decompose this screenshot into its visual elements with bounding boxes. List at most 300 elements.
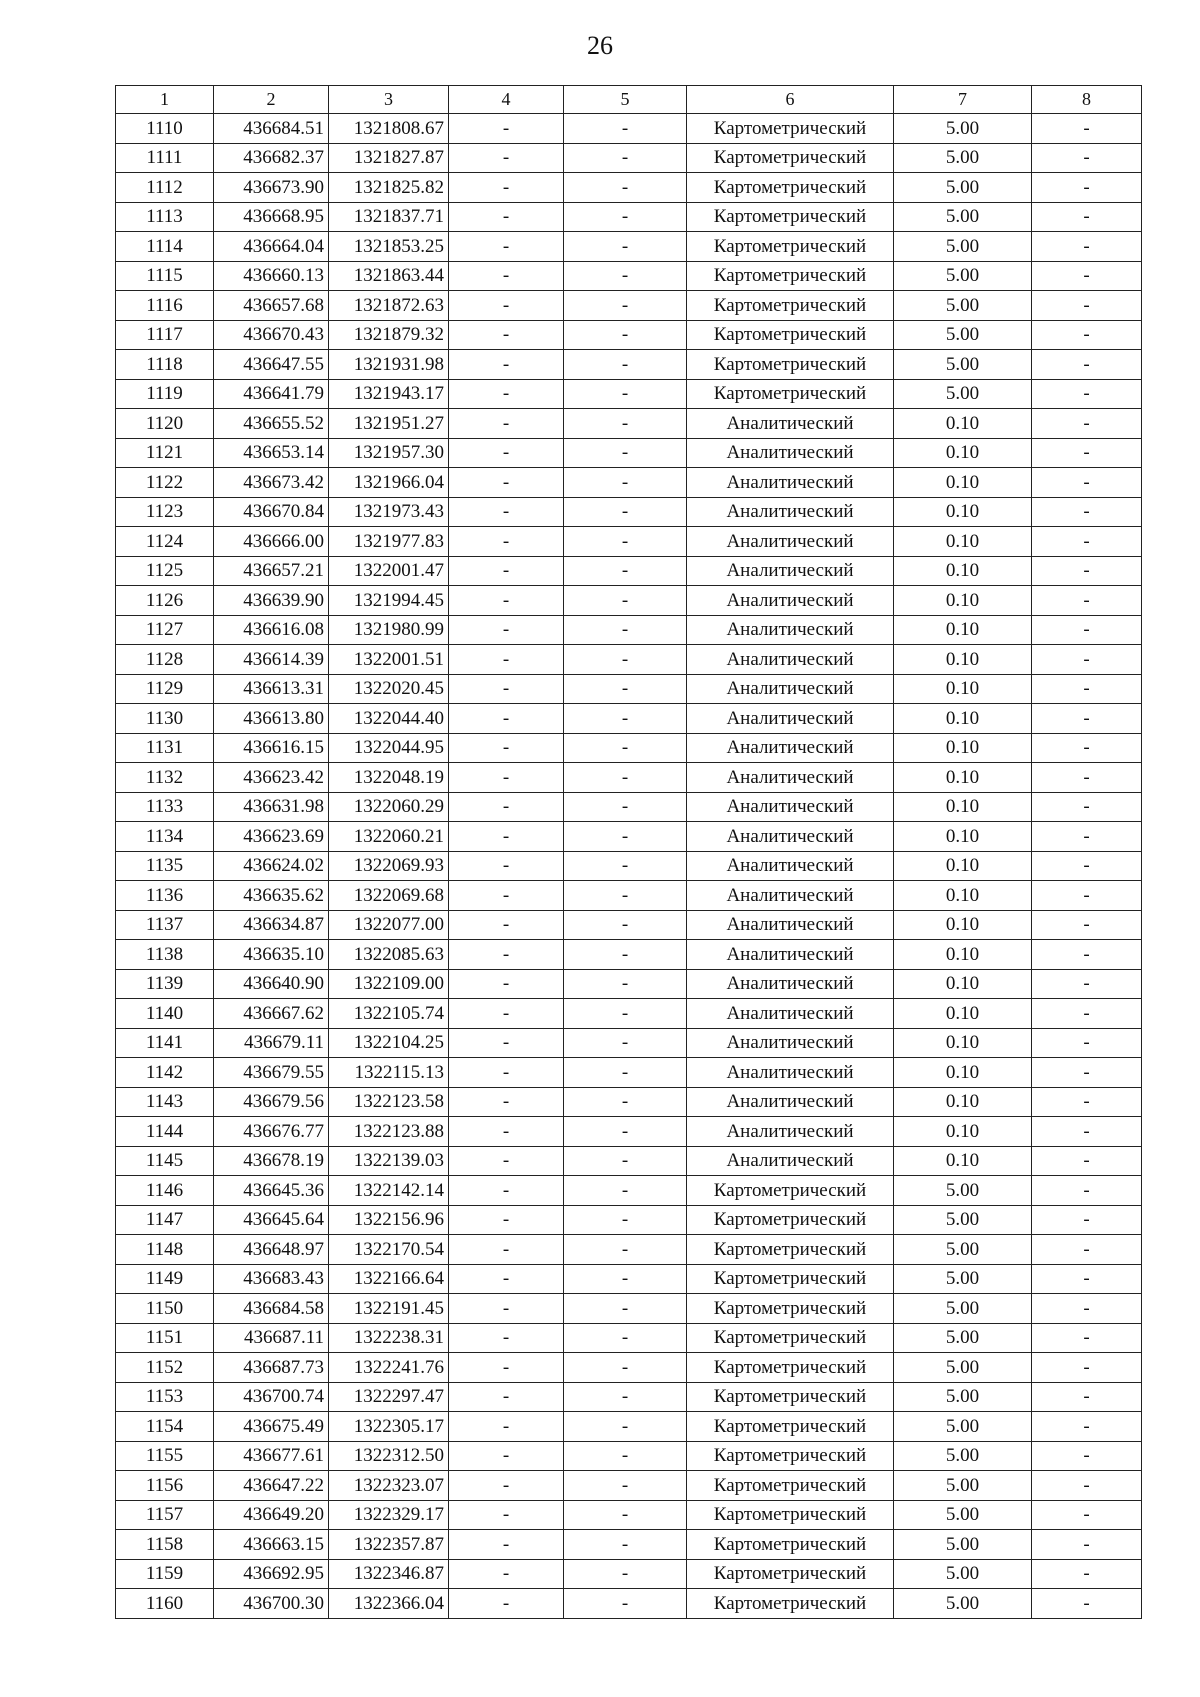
- accuracy-cell: 0.10: [894, 527, 1032, 557]
- accuracy-cell: 0.10: [894, 763, 1032, 793]
- y-coordinate-cell: 1322060.29: [329, 792, 449, 822]
- column-4-cell: -: [449, 1294, 564, 1324]
- column-5-cell: -: [564, 1264, 687, 1294]
- table-row: [116, 733, 1142, 763]
- y-coordinate-cell: 1321966.04: [329, 468, 449, 498]
- table-row: [116, 940, 1142, 970]
- table-row: [116, 1589, 1142, 1619]
- accuracy-cell: 0.10: [894, 910, 1032, 940]
- accuracy-cell: 0.10: [894, 1146, 1032, 1176]
- column-4-cell: -: [449, 1264, 564, 1294]
- point-number-cell: 1135: [116, 851, 214, 881]
- x-coordinate-cell: 436640.90: [214, 969, 329, 999]
- table-row: [116, 1323, 1142, 1353]
- accuracy-cell: 0.10: [894, 468, 1032, 498]
- x-coordinate-cell: 436649.20: [214, 1500, 329, 1530]
- method-cell: Картометрический: [687, 202, 894, 232]
- column-5-cell: -: [564, 556, 687, 586]
- column-5-cell: -: [564, 1028, 687, 1058]
- accuracy-cell: 5.00: [894, 232, 1032, 262]
- column-5-cell: -: [564, 1205, 687, 1235]
- method-cell: Аналитический: [687, 910, 894, 940]
- point-number-cell: 1157: [116, 1500, 214, 1530]
- y-coordinate-cell: 1322115.13: [329, 1058, 449, 1088]
- point-number-cell: 1139: [116, 969, 214, 999]
- column-header: 3: [329, 86, 449, 114]
- table-row: [116, 1176, 1142, 1206]
- x-coordinate-cell: 436687.11: [214, 1323, 329, 1353]
- column-8-cell: -: [1032, 1176, 1142, 1206]
- x-coordinate-cell: 436616.15: [214, 733, 329, 763]
- column-8-cell: -: [1032, 674, 1142, 704]
- column-4-cell: -: [449, 645, 564, 675]
- column-4-cell: -: [449, 527, 564, 557]
- x-coordinate-cell: 436700.30: [214, 1589, 329, 1619]
- method-cell: Картометрический: [687, 114, 894, 144]
- y-coordinate-cell: 1322077.00: [329, 910, 449, 940]
- column-5-cell: -: [564, 173, 687, 203]
- point-number-cell: 1154: [116, 1412, 214, 1442]
- method-cell: Аналитический: [687, 999, 894, 1029]
- column-4-cell: -: [449, 350, 564, 380]
- y-coordinate-cell: 1322020.45: [329, 674, 449, 704]
- column-4-cell: -: [449, 438, 564, 468]
- table-row: [116, 1264, 1142, 1294]
- column-8-cell: -: [1032, 143, 1142, 173]
- method-cell: Картометрический: [687, 1412, 894, 1442]
- y-coordinate-cell: 1322123.88: [329, 1117, 449, 1147]
- point-number-cell: 1146: [116, 1176, 214, 1206]
- table-row: [116, 1028, 1142, 1058]
- column-4-cell: -: [449, 1441, 564, 1471]
- method-cell: Картометрический: [687, 232, 894, 262]
- column-8-cell: -: [1032, 615, 1142, 645]
- point-number-cell: 1140: [116, 999, 214, 1029]
- accuracy-cell: 5.00: [894, 1441, 1032, 1471]
- column-4-cell: -: [449, 763, 564, 793]
- column-header: 1: [116, 86, 214, 114]
- column-8-cell: -: [1032, 350, 1142, 380]
- table-row: [116, 232, 1142, 262]
- table-row: [116, 1412, 1142, 1442]
- y-coordinate-cell: 1322001.51: [329, 645, 449, 675]
- table-row: [116, 1382, 1142, 1412]
- x-coordinate-cell: 436657.68: [214, 291, 329, 321]
- x-coordinate-cell: 436635.62: [214, 881, 329, 911]
- column-5-cell: -: [564, 202, 687, 232]
- y-coordinate-cell: 1321973.43: [329, 497, 449, 527]
- column-5-cell: -: [564, 1146, 687, 1176]
- x-coordinate-cell: 436647.55: [214, 350, 329, 380]
- y-coordinate-cell: 1322069.68: [329, 881, 449, 911]
- column-4-cell: -: [449, 1589, 564, 1619]
- method-cell: Аналитический: [687, 881, 894, 911]
- y-coordinate-cell: 1322001.47: [329, 556, 449, 586]
- coordinates-table-container: [115, 85, 1142, 1619]
- table-row: [116, 1058, 1142, 1088]
- column-8-cell: -: [1032, 1471, 1142, 1501]
- column-4-cell: -: [449, 1530, 564, 1560]
- table-row: [116, 645, 1142, 675]
- column-5-cell: -: [564, 1353, 687, 1383]
- column-5-cell: -: [564, 792, 687, 822]
- header-row: [116, 86, 1142, 114]
- method-cell: Аналитический: [687, 556, 894, 586]
- accuracy-cell: 5.00: [894, 1559, 1032, 1589]
- x-coordinate-cell: 436645.36: [214, 1176, 329, 1206]
- table-row: [116, 527, 1142, 557]
- column-8-cell: -: [1032, 468, 1142, 498]
- accuracy-cell: 0.10: [894, 881, 1032, 911]
- column-8-cell: -: [1032, 1353, 1142, 1383]
- column-4-cell: -: [449, 1382, 564, 1412]
- column-5-cell: -: [564, 114, 687, 144]
- x-coordinate-cell: 436675.49: [214, 1412, 329, 1442]
- y-coordinate-cell: 1322104.25: [329, 1028, 449, 1058]
- column-8-cell: -: [1032, 881, 1142, 911]
- point-number-cell: 1148: [116, 1235, 214, 1265]
- point-number-cell: 1155: [116, 1441, 214, 1471]
- column-4-cell: -: [449, 143, 564, 173]
- column-header: 4: [449, 86, 564, 114]
- accuracy-cell: 0.10: [894, 586, 1032, 616]
- y-coordinate-cell: 1322366.04: [329, 1589, 449, 1619]
- column-5-cell: -: [564, 261, 687, 291]
- table-row: [116, 586, 1142, 616]
- column-8-cell: -: [1032, 320, 1142, 350]
- accuracy-cell: 5.00: [894, 1264, 1032, 1294]
- table-row: [116, 556, 1142, 586]
- column-8-cell: -: [1032, 969, 1142, 999]
- y-coordinate-cell: 1321951.27: [329, 409, 449, 439]
- method-cell: Аналитический: [687, 1028, 894, 1058]
- column-5-cell: -: [564, 291, 687, 321]
- column-8-cell: -: [1032, 527, 1142, 557]
- x-coordinate-cell: 436623.69: [214, 822, 329, 852]
- accuracy-cell: 5.00: [894, 1205, 1032, 1235]
- table-row: [116, 1117, 1142, 1147]
- column-5-cell: -: [564, 527, 687, 557]
- table-row: [116, 173, 1142, 203]
- column-5-cell: -: [564, 704, 687, 734]
- column-8-cell: -: [1032, 1530, 1142, 1560]
- y-coordinate-cell: 1321879.32: [329, 320, 449, 350]
- column-5-cell: -: [564, 1471, 687, 1501]
- column-4-cell: -: [449, 261, 564, 291]
- column-8-cell: -: [1032, 645, 1142, 675]
- column-4-cell: -: [449, 409, 564, 439]
- method-cell: Картометрический: [687, 291, 894, 321]
- point-number-cell: 1117: [116, 320, 214, 350]
- column-4-cell: -: [449, 1058, 564, 1088]
- y-coordinate-cell: 1322305.17: [329, 1412, 449, 1442]
- column-4-cell: -: [449, 733, 564, 763]
- column-5-cell: -: [564, 1559, 687, 1589]
- column-8-cell: -: [1032, 497, 1142, 527]
- table-row: [116, 379, 1142, 409]
- point-number-cell: 1145: [116, 1146, 214, 1176]
- x-coordinate-cell: 436647.22: [214, 1471, 329, 1501]
- column-8-cell: -: [1032, 792, 1142, 822]
- column-5-cell: -: [564, 999, 687, 1029]
- method-cell: Аналитический: [687, 940, 894, 970]
- method-cell: Картометрический: [687, 1500, 894, 1530]
- column-8-cell: -: [1032, 409, 1142, 439]
- method-cell: Аналитический: [687, 969, 894, 999]
- column-8-cell: -: [1032, 910, 1142, 940]
- point-number-cell: 1126: [116, 586, 214, 616]
- point-number-cell: 1156: [116, 1471, 214, 1501]
- y-coordinate-cell: 1321957.30: [329, 438, 449, 468]
- y-coordinate-cell: 1322191.45: [329, 1294, 449, 1324]
- column-4-cell: -: [449, 586, 564, 616]
- method-cell: Картометрический: [687, 320, 894, 350]
- column-4-cell: -: [449, 202, 564, 232]
- table-row: [116, 143, 1142, 173]
- x-coordinate-cell: 436692.95: [214, 1559, 329, 1589]
- y-coordinate-cell: 1322323.07: [329, 1471, 449, 1501]
- y-coordinate-cell: 1322170.54: [329, 1235, 449, 1265]
- column-8-cell: -: [1032, 1382, 1142, 1412]
- y-coordinate-cell: 1321994.45: [329, 586, 449, 616]
- accuracy-cell: 5.00: [894, 143, 1032, 173]
- point-number-cell: 1132: [116, 763, 214, 793]
- x-coordinate-cell: 436648.97: [214, 1235, 329, 1265]
- method-cell: Аналитический: [687, 674, 894, 704]
- x-coordinate-cell: 436624.02: [214, 851, 329, 881]
- accuracy-cell: 5.00: [894, 1471, 1032, 1501]
- point-number-cell: 1128: [116, 645, 214, 675]
- y-coordinate-cell: 1321931.98: [329, 350, 449, 380]
- table-row: [116, 291, 1142, 321]
- column-5-cell: -: [564, 1176, 687, 1206]
- column-8-cell: -: [1032, 173, 1142, 203]
- table-row: [116, 438, 1142, 468]
- column-5-cell: -: [564, 232, 687, 262]
- x-coordinate-cell: 436641.79: [214, 379, 329, 409]
- point-number-cell: 1159: [116, 1559, 214, 1589]
- table-row: [116, 1530, 1142, 1560]
- y-coordinate-cell: 1322312.50: [329, 1441, 449, 1471]
- column-4-cell: -: [449, 940, 564, 970]
- table-row: [116, 320, 1142, 350]
- point-number-cell: 1142: [116, 1058, 214, 1088]
- column-5-cell: -: [564, 674, 687, 704]
- column-8-cell: -: [1032, 1146, 1142, 1176]
- table-body: [116, 114, 1142, 1619]
- x-coordinate-cell: 436668.95: [214, 202, 329, 232]
- column-8-cell: -: [1032, 1235, 1142, 1265]
- x-coordinate-cell: 436687.73: [214, 1353, 329, 1383]
- accuracy-cell: 0.10: [894, 940, 1032, 970]
- x-coordinate-cell: 436664.04: [214, 232, 329, 262]
- point-number-cell: 1129: [116, 674, 214, 704]
- method-cell: Картометрический: [687, 261, 894, 291]
- column-4-cell: -: [449, 291, 564, 321]
- table-row: [116, 792, 1142, 822]
- column-5-cell: -: [564, 969, 687, 999]
- table-row: [116, 1294, 1142, 1324]
- column-4-cell: -: [449, 1028, 564, 1058]
- accuracy-cell: 5.00: [894, 1323, 1032, 1353]
- column-5-cell: -: [564, 763, 687, 793]
- column-4-cell: -: [449, 822, 564, 852]
- column-4-cell: -: [449, 851, 564, 881]
- point-number-cell: 1115: [116, 261, 214, 291]
- column-8-cell: -: [1032, 940, 1142, 970]
- method-cell: Картометрический: [687, 1382, 894, 1412]
- method-cell: Аналитический: [687, 851, 894, 881]
- point-number-cell: 1111: [116, 143, 214, 173]
- method-cell: Аналитический: [687, 704, 894, 734]
- point-number-cell: 1120: [116, 409, 214, 439]
- point-number-cell: 1124: [116, 527, 214, 557]
- accuracy-cell: 5.00: [894, 1589, 1032, 1619]
- table-row: [116, 1235, 1142, 1265]
- column-8-cell: -: [1032, 1441, 1142, 1471]
- method-cell: Картометрический: [687, 1530, 894, 1560]
- column-4-cell: -: [449, 556, 564, 586]
- table-row: [116, 1205, 1142, 1235]
- point-number-cell: 1160: [116, 1589, 214, 1619]
- method-cell: Картометрический: [687, 143, 894, 173]
- y-coordinate-cell: 1322139.03: [329, 1146, 449, 1176]
- column-4-cell: -: [449, 969, 564, 999]
- column-8-cell: -: [1032, 1058, 1142, 1088]
- point-number-cell: 1110: [116, 114, 214, 144]
- accuracy-cell: 0.10: [894, 1087, 1032, 1117]
- table-row: [116, 1500, 1142, 1530]
- y-coordinate-cell: 1321863.44: [329, 261, 449, 291]
- point-number-cell: 1125: [116, 556, 214, 586]
- method-cell: Аналитический: [687, 733, 894, 763]
- point-number-cell: 1138: [116, 940, 214, 970]
- column-4-cell: -: [449, 1146, 564, 1176]
- point-number-cell: 1118: [116, 350, 214, 380]
- x-coordinate-cell: 436684.58: [214, 1294, 329, 1324]
- x-coordinate-cell: 436645.64: [214, 1205, 329, 1235]
- point-number-cell: 1137: [116, 910, 214, 940]
- column-8-cell: -: [1032, 1294, 1142, 1324]
- table-row: [116, 704, 1142, 734]
- point-number-cell: 1151: [116, 1323, 214, 1353]
- accuracy-cell: 0.10: [894, 674, 1032, 704]
- accuracy-cell: 5.00: [894, 261, 1032, 291]
- column-5-cell: -: [564, 1382, 687, 1412]
- accuracy-cell: 0.10: [894, 1117, 1032, 1147]
- point-number-cell: 1136: [116, 881, 214, 911]
- x-coordinate-cell: 436667.62: [214, 999, 329, 1029]
- method-cell: Картометрический: [687, 1294, 894, 1324]
- y-coordinate-cell: 1322044.95: [329, 733, 449, 763]
- table-row: [116, 1146, 1142, 1176]
- method-cell: Картометрический: [687, 1471, 894, 1501]
- y-coordinate-cell: 1322166.64: [329, 1264, 449, 1294]
- table-row: [116, 969, 1142, 999]
- column-5-cell: -: [564, 645, 687, 675]
- y-coordinate-cell: 1321837.71: [329, 202, 449, 232]
- table-row: [116, 910, 1142, 940]
- method-cell: Картометрический: [687, 1353, 894, 1383]
- accuracy-cell: 5.00: [894, 379, 1032, 409]
- table-row: [116, 881, 1142, 911]
- x-coordinate-cell: 436635.10: [214, 940, 329, 970]
- method-cell: Аналитический: [687, 468, 894, 498]
- column-4-cell: -: [449, 1471, 564, 1501]
- table-row: [116, 999, 1142, 1029]
- y-coordinate-cell: 1322123.58: [329, 1087, 449, 1117]
- table-row: [116, 261, 1142, 291]
- column-4-cell: -: [449, 114, 564, 144]
- x-coordinate-cell: 436614.39: [214, 645, 329, 675]
- method-cell: Аналитический: [687, 497, 894, 527]
- accuracy-cell: 0.10: [894, 1028, 1032, 1058]
- accuracy-cell: 0.10: [894, 645, 1032, 675]
- column-4-cell: -: [449, 1323, 564, 1353]
- column-4-cell: -: [449, 1235, 564, 1265]
- column-8-cell: -: [1032, 291, 1142, 321]
- x-coordinate-cell: 436613.31: [214, 674, 329, 704]
- method-cell: Аналитический: [687, 1117, 894, 1147]
- y-coordinate-cell: 1322346.87: [329, 1559, 449, 1589]
- column-5-cell: -: [564, 881, 687, 911]
- column-4-cell: -: [449, 704, 564, 734]
- column-4-cell: -: [449, 379, 564, 409]
- column-5-cell: -: [564, 1412, 687, 1442]
- accuracy-cell: 0.10: [894, 999, 1032, 1029]
- page-number: 26: [587, 31, 613, 60]
- column-8-cell: -: [1032, 999, 1142, 1029]
- y-coordinate-cell: 1322357.87: [329, 1530, 449, 1560]
- x-coordinate-cell: 436655.52: [214, 409, 329, 439]
- column-8-cell: -: [1032, 1028, 1142, 1058]
- accuracy-cell: 0.10: [894, 497, 1032, 527]
- column-4-cell: -: [449, 497, 564, 527]
- column-8-cell: -: [1032, 1087, 1142, 1117]
- column-5-cell: -: [564, 851, 687, 881]
- x-coordinate-cell: 436676.77: [214, 1117, 329, 1147]
- y-coordinate-cell: 1321808.67: [329, 114, 449, 144]
- column-header: 5: [564, 86, 687, 114]
- column-5-cell: -: [564, 1323, 687, 1353]
- column-header: 2: [214, 86, 329, 114]
- column-header: 7: [894, 86, 1032, 114]
- x-coordinate-cell: 436634.87: [214, 910, 329, 940]
- column-5-cell: -: [564, 910, 687, 940]
- accuracy-cell: 0.10: [894, 438, 1032, 468]
- method-cell: Картометрический: [687, 1559, 894, 1589]
- point-number-cell: 1127: [116, 615, 214, 645]
- x-coordinate-cell: 436639.90: [214, 586, 329, 616]
- method-cell: Картометрический: [687, 1176, 894, 1206]
- x-coordinate-cell: 436679.55: [214, 1058, 329, 1088]
- table-row: [116, 1471, 1142, 1501]
- y-coordinate-cell: 1322069.93: [329, 851, 449, 881]
- column-4-cell: -: [449, 910, 564, 940]
- x-coordinate-cell: 436623.42: [214, 763, 329, 793]
- accuracy-cell: 0.10: [894, 733, 1032, 763]
- column-8-cell: -: [1032, 1412, 1142, 1442]
- point-number-cell: 1123: [116, 497, 214, 527]
- table-row: [116, 468, 1142, 498]
- table-row: [116, 1441, 1142, 1471]
- accuracy-cell: 0.10: [894, 615, 1032, 645]
- table-row: [116, 1087, 1142, 1117]
- point-number-cell: 1134: [116, 822, 214, 852]
- column-5-cell: -: [564, 940, 687, 970]
- column-8-cell: -: [1032, 822, 1142, 852]
- column-4-cell: -: [449, 1117, 564, 1147]
